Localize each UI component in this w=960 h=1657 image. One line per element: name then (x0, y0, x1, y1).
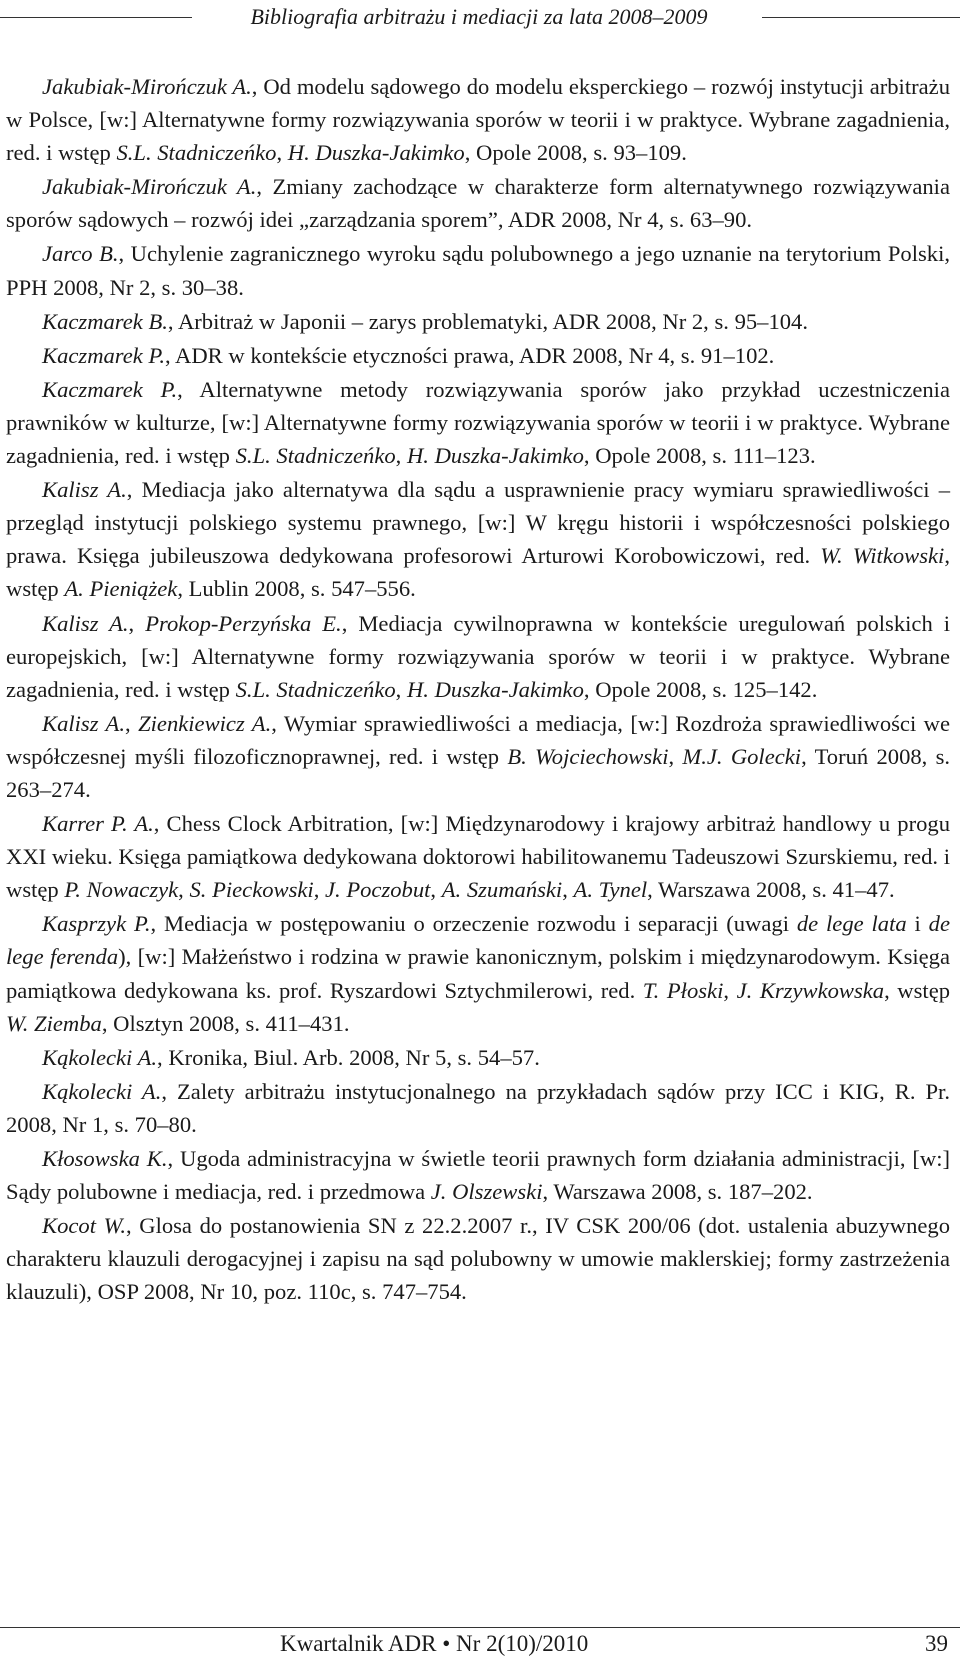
entry-italic-text: H. Duszka-Jakimko (406, 676, 584, 702)
entry-text: , Od modelu sądowego do modelu eksperckiego – rozwój instytucji arbitrażu w Polsce, [w:] Alternatywne formy rozwiązywania sporów w teorii i w praktyce. Wybrane zagadnienia, red. i wstęp (6, 74, 950, 166)
footer-rule (0, 1627, 960, 1628)
entry-text: , (430, 877, 442, 903)
entry-text: , Opole 2008, s. 125–142. (583, 676, 818, 702)
entry-italic-text: Zienkiewicz A. (138, 710, 272, 736)
entry-text: , Olsztyn 2008, s. 411–431. (101, 1010, 350, 1036)
entry-text: , (723, 977, 737, 1003)
bibliography-entry (6, 70, 950, 169)
entry-text: , Ugoda administracyjna w świetle teorii prawnych form działania administracji, [w:] Sądy polubowne i mediacja, red. i przedmowa (6, 1146, 950, 1205)
bibliography-entry (6, 237, 950, 303)
entry-text: , Wymiar sprawiedliwości a mediacja, [w:] Rozdroża sprawiedliwości we współczesnej myśli filozoficznoprawnej, red. i wstęp (6, 710, 951, 769)
entry-text: , (395, 443, 407, 469)
entry-italic-text: Jakubiak-Mirończuk A. (42, 174, 257, 200)
bibliography-entry (6, 170, 950, 236)
bibliography-entry (6, 1209, 950, 1308)
entry-text: , Mediacja jako alternatywa dla sądu a usprawnienie pracy wymiaru sprawiedliwości – przegląd instytucji polskiego systemu prawnego, [w:] W kręgu historii i współczesności polskiego prawa. Księga jubileuszowa dedykowana profesorowi Arturowi Korobowiczowi, red. (6, 477, 950, 569)
entry-text: , (668, 743, 683, 769)
entry-text: , Uchylenie zagranicznego wyroku sądu polubownego a jego uznanie na terytorium Polski, PPH 2008, Nr 2, s. 30–38. (6, 241, 950, 300)
entry-italic-text: B. Wojciechowski (507, 743, 669, 769)
entry-text: , Alternatywne metody rozwiązywania sporów jako przykład uczestniczenia prawników w kulturze, [w:] Alternatywne formy rozwiązywania sporów w teorii i w praktyce. Wybrane zagadnienia, red. i wstęp (6, 376, 950, 469)
entry-text: , Lublin 2008, s. 547–556. (177, 576, 416, 602)
page-footer (0, 1627, 960, 1657)
entry-italic-text: de lege ferenda (6, 911, 950, 970)
entry-italic-text: Kąkolecki A. (42, 1078, 162, 1104)
entry-text: , (276, 140, 288, 166)
entry-text: , Arbitraż w Japonii – zarys problematyki, ADR 2008, Nr 2, s. 95–104. (167, 308, 808, 334)
entry-italic-text: Kłosowska K. (42, 1146, 168, 1171)
running-header (0, 2, 960, 32)
page-number: 39 (925, 1631, 948, 1656)
entry-italic-text: H. Duszka-Jakimko (287, 140, 465, 166)
entry-text: , wstęp (6, 543, 950, 602)
entry-italic-text: Kocot W. (42, 1213, 126, 1239)
entry-text: , Opole 2008, s. 111–123. (583, 443, 816, 469)
entry-text: , wstęp (884, 977, 951, 1003)
entry-text: , Toruń 2008, s. 263–274. (6, 743, 951, 802)
bibliography-entry (6, 473, 950, 605)
entry-text: , ADR w kontekście etyczności prawa, ADR 2008, Nr 4, s. 91–102. (165, 342, 775, 368)
bibliography-entry (6, 1075, 950, 1141)
entry-italic-text: T. Płoski (642, 977, 724, 1003)
entry-italic-text: Jakubiak-Mirończuk A. (42, 74, 252, 99)
entry-italic-text: S.L. Stadniczeńko (116, 140, 277, 166)
entry-italic-text: H. Duszka-Jakimko (406, 443, 584, 469)
entry-italic-text: J. Olszewski (430, 1179, 543, 1205)
bibliography-entry (6, 1142, 950, 1208)
header-rule-right (762, 17, 960, 18)
entry-text: , Chess Clock Arbitration, [w:] Międzynarodowy i krajowy arbitraż handlowy u progu XXI wieku. Księga pamiątkowa dedykowana doktorowi habilitowanemu Tadeuszowi Szurskiemu, red. i wstęp (6, 811, 951, 903)
entry-text: , (562, 877, 574, 903)
bibliography-entry (6, 907, 950, 1039)
entry-text: , Opole 2008, s. 93–109. (464, 140, 687, 166)
header-rule-left (0, 17, 192, 18)
entry-italic-text: A. Pieniążek (64, 576, 178, 602)
entry-italic-text: Kasprzyk P. (42, 911, 151, 937)
entry-italic-text: Kalisz A. (42, 710, 125, 736)
journal-name: Kwartalnik ADR • Nr 2(10)/2010 (280, 1631, 589, 1656)
entry-italic-text: Prokop-Perzyńska E. (145, 610, 342, 636)
entry-italic-text: J. Poczobut (325, 877, 431, 903)
bibliography-entry (6, 373, 950, 472)
entry-italic-text: de lege lata (796, 911, 907, 937)
entry-text: , (395, 676, 407, 702)
entry-italic-text: Kąkolecki A. (42, 1044, 158, 1070)
entry-text: , Kronika, Biul. Arb. 2008, Nr 5, s. 54–57. (157, 1044, 540, 1070)
entry-text: , (313, 877, 325, 903)
bibliography-entry (6, 707, 950, 806)
entry-italic-text: S.L. Stadniczeńko (235, 676, 396, 702)
entry-italic-text: Kaczmarek P. (42, 376, 178, 402)
entry-text: , Zmiany zachodzące w charakterze form alternatywnego rozwiązywania sporów sądowych – rozwój idei „zarządzania sporem”, ADR 2008, Nr 4, s. 63–90. (6, 174, 950, 233)
bibliography-entry (6, 1041, 950, 1074)
entry-italic-text: S. Pieckowski (189, 877, 314, 903)
entry-text: i (906, 911, 929, 937)
entry-italic-text: P. Nowaczyk (64, 877, 179, 903)
entry-italic-text: Kalisz A. (42, 610, 129, 636)
entry-text: , (128, 610, 146, 636)
entry-text: , Mediacja cywilnoprawna w kontekście uregulowań polskich i europejskich, [w:] Alternatywne formy rozwiązywania sporów w teorii i w praktyce. Wybrane zagadnienia, red. i wstęp (6, 610, 951, 702)
entry-italic-text: W. Witkowski (820, 543, 945, 569)
entry-text: , Warszawa 2008, s. 41–47. (647, 877, 895, 903)
entry-text: , Zalety arbitrażu instytucjonalnego na przykładach sądów przy ICC i KIG, R. Pr. 2008, Nr 1, s. 70–80. (6, 1078, 950, 1137)
entry-italic-text: Kaczmarek P. (42, 342, 165, 368)
entry-italic-text: Jarco B. (42, 241, 119, 267)
entry-text: , (124, 710, 139, 736)
entry-italic-text: S.L. Stadniczeńko (235, 443, 396, 469)
entry-italic-text: W. Ziemba (6, 1010, 102, 1036)
entry-italic-text: M.J. Golecki (682, 743, 802, 769)
running-title: Bibliografia arbitrażu i mediacji za lata 2008–2009 (250, 4, 708, 29)
entry-text: , Warszawa 2008, s. 187–202. (542, 1179, 813, 1205)
bibliography-list (6, 70, 950, 1309)
bibliography-entry (6, 339, 950, 372)
entry-text: , Mediacja w postępowaniu o orzeczenie rozwodu i separacji (uwagi (150, 911, 797, 937)
entry-text: ), [w:] Małżeństwo i rodzina w prawie kanonicznym, polskim i międzynarodowym. Księga pamiątkowa dedykowana ks. prof. Ryszardowi Sztychmilerowi, red. (6, 944, 950, 1003)
bibliography-entry (6, 607, 950, 706)
entry-italic-text: A. Szumański (441, 877, 563, 903)
entry-text: , (178, 877, 190, 903)
bibliography-entry (6, 305, 950, 338)
entry-italic-text: A. Tynel (573, 877, 648, 903)
entry-italic-text: Kalisz A. (42, 477, 127, 503)
entry-italic-text: J. Krzywkowska (736, 977, 885, 1003)
entry-italic-text: Karrer P. A. (42, 811, 154, 837)
bibliography-entry (6, 807, 950, 906)
entry-text: , Glosa do postanowienia SN z 22.2.2007 r., IV CSK 200/06 (dot. ustalenia abuzywnego charakteru klauzuli derogacyjnej i zapisu na sąd polubowny w umowie maklerskiej; formy zastrzeżenia klauzuli), OSP 2008, Nr 10, poz. 110c, s. 747–754. (6, 1213, 950, 1305)
entry-italic-text: Kaczmarek B. (42, 308, 168, 334)
